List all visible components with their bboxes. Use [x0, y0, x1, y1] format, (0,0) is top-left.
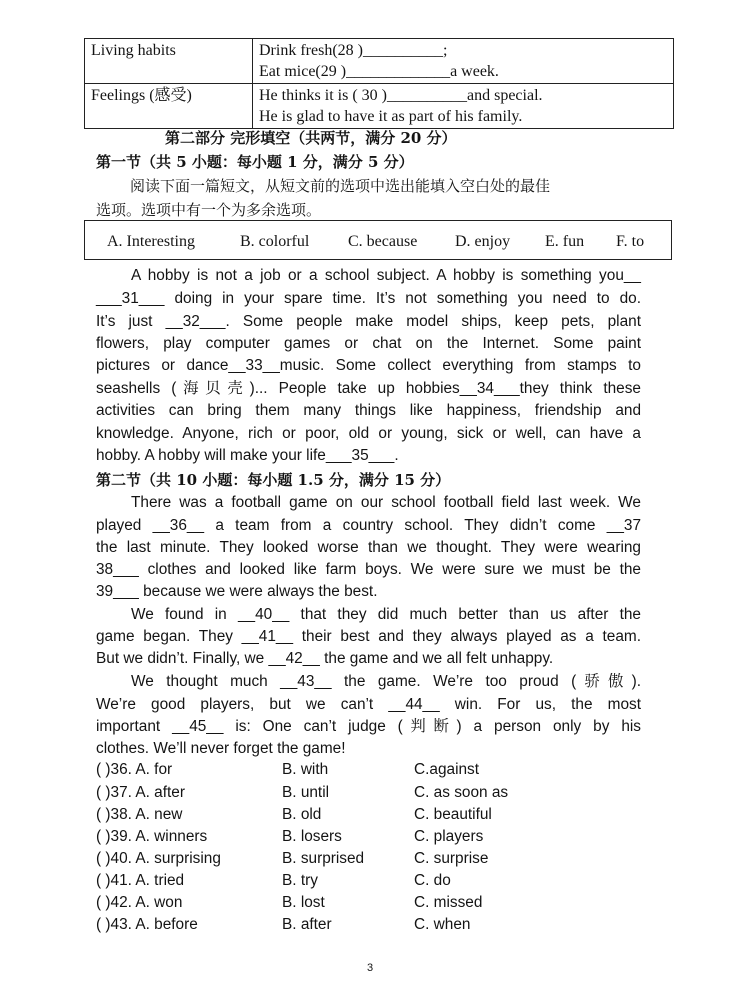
table-line: Drink fresh(28 )__________; — [259, 42, 448, 59]
question-c: C. missed — [414, 894, 483, 911]
passage-line: hobby. A hobby will make your life___35___. — [96, 447, 399, 464]
instruction-line: 选项。选项中有一个为多余选项。 — [96, 201, 322, 219]
table-key: Living habits — [85, 39, 253, 84]
passage-line: 38___ clothes and looked like farm boys. We were sure we must be the — [96, 561, 641, 578]
question-a: ( )37. A. after — [96, 784, 185, 801]
question-a: ( )43. A. before — [96, 916, 198, 933]
table-line: He is glad to have it as part of his family. — [259, 108, 523, 125]
page-number: 3 — [367, 962, 374, 974]
question-a: ( )39. A. winners — [96, 828, 208, 845]
option: A. Interesting — [107, 233, 195, 250]
table-key: Feelings (感受) — [85, 84, 253, 129]
passage-line: important __45__ is: One can’t judge (判断) a person only by his — [96, 718, 641, 735]
info-table — [84, 38, 674, 129]
question-a: ( )42. A. won — [96, 894, 183, 911]
question-b: B. losers — [282, 828, 342, 845]
passage-line: played __36__ a team from a country school. They didn’t come __37 — [96, 517, 641, 534]
question-c: C. surprise — [414, 850, 489, 867]
options-box — [84, 220, 672, 260]
question-c: C. as soon as — [414, 784, 509, 801]
question-a: ( )36. A. for — [96, 761, 173, 778]
option: B. colorful — [240, 233, 310, 250]
question-b: B. lost — [282, 894, 325, 911]
passage-line: It’s just __32___. Some people make model ships, keep pets, plant — [96, 313, 641, 330]
question-b: B. try — [282, 872, 318, 889]
passage-line: clothes. We’ll never forget the game! — [96, 740, 346, 757]
part1-title: 第一节（共 5 小题：每小题 1 分，满分 5 分） — [96, 153, 414, 171]
table-row — [85, 39, 674, 84]
table-value — [253, 84, 674, 129]
table-line: He thinks it is ( 30 )__________and special. — [259, 87, 543, 104]
question-b: B. with — [282, 761, 329, 778]
question-a: ( )41. A. tried — [96, 872, 185, 889]
table-row — [85, 84, 674, 129]
question-c: C. players — [414, 828, 484, 845]
question-c: C. do — [414, 872, 451, 889]
question-c: C. beautiful — [414, 806, 492, 823]
passage-line: We thought much __43__ the game. We’re too proud (骄傲). — [131, 673, 641, 690]
question-b: B. old — [282, 806, 322, 823]
option: F. to — [616, 233, 645, 250]
question-b: B. after — [282, 916, 332, 933]
passage-line: 39___ because we were always the best. — [96, 583, 378, 600]
option: C. because — [348, 233, 418, 250]
option: D. enjoy — [455, 233, 511, 250]
section-title: 第二部分 完形填空（共两节，满分 20 分） — [165, 129, 457, 147]
passage-line: knowledge. Anyone, rich or poor, old or young, sick or well, can have a — [96, 425, 641, 442]
passage-line: We’re good players, but we can’t __44__ win. For us, the most — [96, 696, 641, 713]
part2-title: 第二节（共 10 小题：每小题 1.5 分，满分 15 分） — [96, 471, 451, 489]
instruction-line: 阅读下面一篇短文，从短文前的选项中选出能填入空白处的最佳 — [130, 177, 551, 195]
passage-line: ___31___ doing in your spare time. It’s not something you need to do. — [96, 290, 641, 307]
passage-line: flowers, play computer games or chat on the Internet. Some paint — [96, 335, 641, 352]
question-a: ( )40. A. surprising — [96, 850, 221, 867]
question-c: C. when — [414, 916, 471, 933]
passage-line: A hobby is not a job or a school subject. A hobby is something you__ — [131, 267, 641, 284]
table-line: Eat mice(29 )_____________a week. — [259, 63, 499, 80]
passage-line: the last minute. They looked worse than we thought. They were wearing — [96, 539, 641, 556]
passage-line: But we didn’t. Finally, we __42__ the game and we all felt unhappy. — [96, 650, 554, 667]
table-value — [253, 39, 674, 84]
passage-line: There was a football game on our school football field last week. We — [131, 494, 641, 511]
passage-line: We found in __40__ that they did much better than us after the — [131, 606, 641, 623]
question-c: C.against — [414, 761, 480, 778]
passage-line: pictures or dance__33__music. Some collect everything from stamps to — [96, 357, 641, 374]
passage-line: game began. They __41__ their best and they always played as a team. — [96, 628, 641, 645]
option: E. fun — [545, 233, 585, 250]
passage-line: activities can bring them many things like happiness, friendship and — [96, 402, 641, 419]
question-b: B. surprised — [282, 850, 365, 867]
question-b: B. until — [282, 784, 330, 801]
passage-line: seashells (海贝壳)... People take up hobbies__34___they think these — [96, 380, 641, 397]
question-a: ( )38. A. new — [96, 806, 183, 823]
